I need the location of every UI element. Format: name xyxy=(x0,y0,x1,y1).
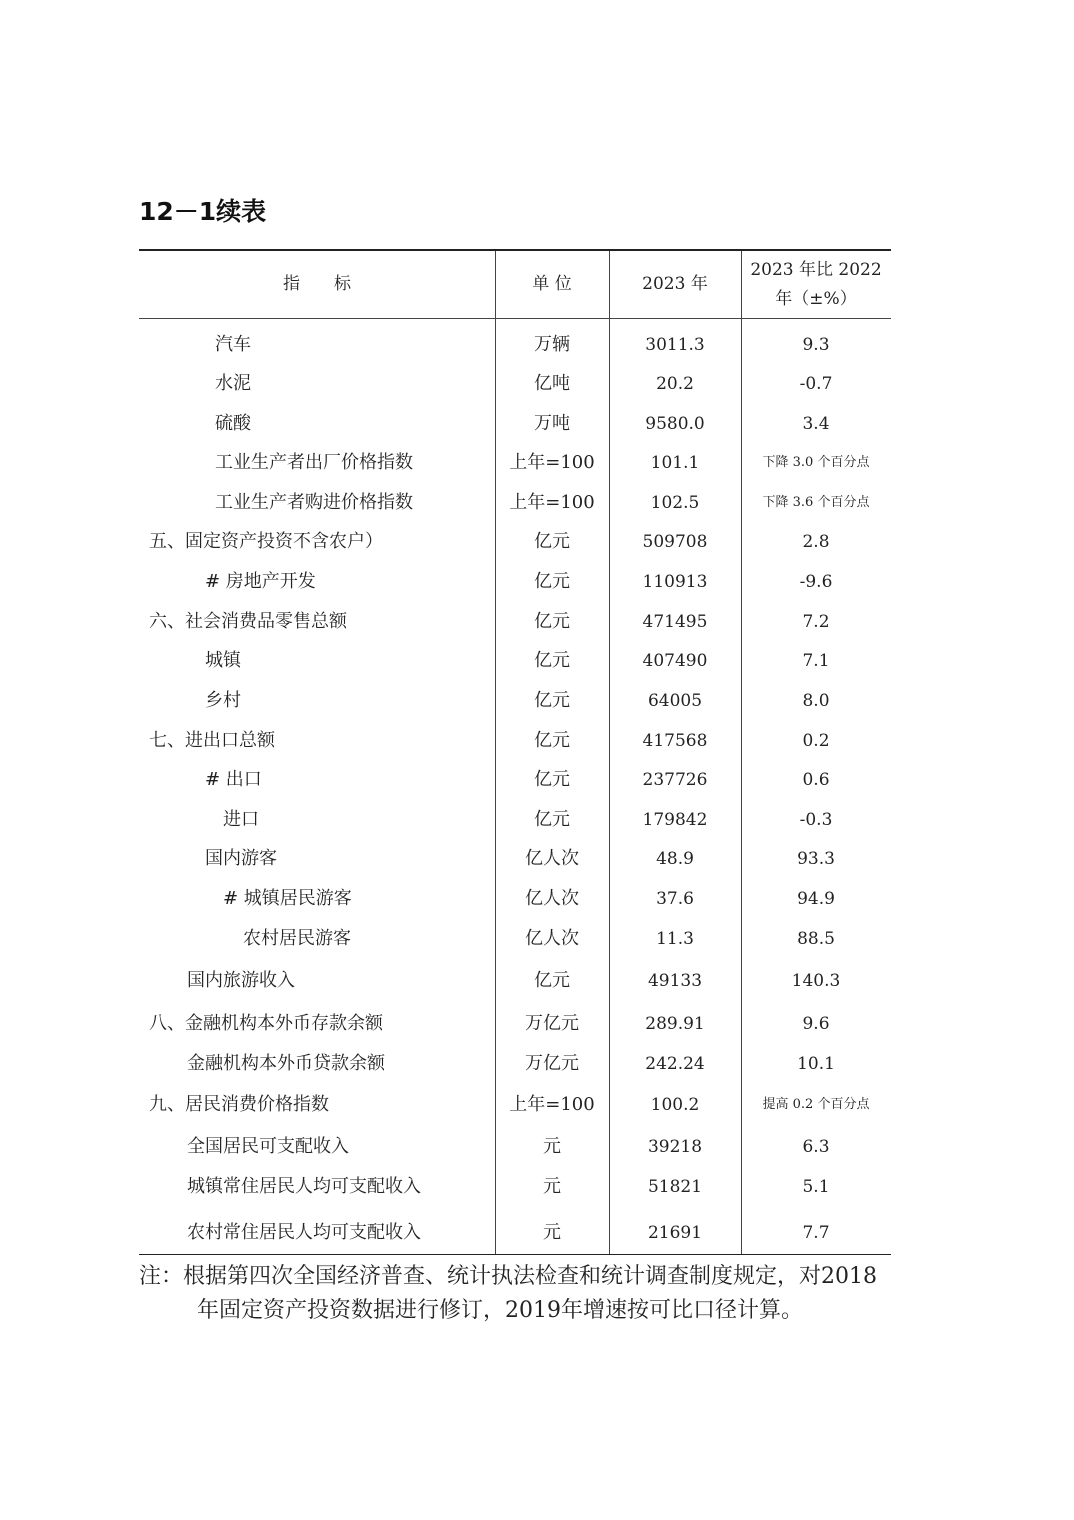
row-change: 提高 0.2 个百分点 xyxy=(762,1097,870,1112)
table-row xyxy=(139,564,891,600)
row-change: 7.1 xyxy=(802,651,830,671)
table-row xyxy=(139,881,891,917)
row-value-2023: 37.6 xyxy=(656,889,694,909)
row-indicator: 工业生产者出厂价格指数 xyxy=(215,452,413,473)
table-row xyxy=(139,1006,891,1042)
row-value-2023: 20.2 xyxy=(656,374,694,394)
row-value-2023: 179842 xyxy=(642,810,708,830)
row-value-2023: 51821 xyxy=(647,1177,703,1197)
row-value-2023: 49133 xyxy=(647,971,703,991)
table-row xyxy=(139,921,891,957)
row-value-2023: 417568 xyxy=(642,731,708,751)
row-value-2023: 407490 xyxy=(642,651,708,671)
row-change: 7.7 xyxy=(802,1223,830,1243)
footnote-line-1: 注：根据第四次全国经济普查、统计执法检查和统计调查制度规定，对2018 xyxy=(139,1264,877,1289)
row-value-2023: 102.5 xyxy=(650,493,700,513)
table-row xyxy=(139,524,891,560)
row-indicator: 硫酸 xyxy=(215,413,251,434)
row-change: -0.7 xyxy=(799,374,833,394)
row-unit: 亿人次 xyxy=(525,848,579,869)
header-change: 2023 年比 2022 年（±%） xyxy=(750,259,882,309)
table-row xyxy=(139,963,891,999)
table-row xyxy=(139,802,891,838)
row-value-2023: 289.91 xyxy=(645,1014,705,1034)
row-change: 140.3 xyxy=(791,971,841,991)
header-unit: 单 位 xyxy=(532,274,572,294)
row-change: 9.3 xyxy=(802,335,830,355)
table-row xyxy=(139,327,891,363)
row-indicator: 乡村 xyxy=(205,690,241,711)
row-change: 88.5 xyxy=(797,929,835,949)
row-unit: 万亿元 xyxy=(525,1013,579,1034)
header-divider xyxy=(139,318,891,319)
footnote-line-2: 年固定资产投资数据进行修订，2019年增速按可比口径计算。 xyxy=(197,1298,803,1323)
row-value-2023: 509708 xyxy=(642,532,708,552)
row-unit: 上年=100 xyxy=(509,452,595,473)
row-value-2023: 100.2 xyxy=(650,1095,700,1115)
table-row xyxy=(139,643,891,679)
row-unit: 上年=100 xyxy=(509,492,595,513)
row-change: 0.6 xyxy=(802,770,830,790)
row-change: -0.3 xyxy=(799,810,833,830)
row-unit: 亿元 xyxy=(534,690,570,711)
row-unit: 亿元 xyxy=(534,650,570,671)
row-change: 94.9 xyxy=(797,889,835,909)
row-change: -9.6 xyxy=(799,572,833,592)
table-row xyxy=(139,366,891,402)
table-row xyxy=(139,1046,891,1082)
row-value-2023: 3011.3 xyxy=(645,335,705,355)
row-indicator: 全国居民可支配收入 xyxy=(187,1136,349,1157)
table-row xyxy=(139,841,891,877)
row-indicator: 进口 xyxy=(223,809,259,830)
row-unit: 万亿元 xyxy=(525,1053,579,1074)
row-indicator: 农村常住居民人均可支配收入 xyxy=(187,1222,421,1243)
footnote xyxy=(139,1260,959,1328)
row-indicator: # 房地产开发 xyxy=(205,571,316,592)
row-indicator: # 出口 xyxy=(205,769,262,790)
table-row xyxy=(139,406,891,442)
row-value-2023: 39218 xyxy=(647,1137,703,1157)
row-unit: 亿元 xyxy=(534,970,570,991)
row-change: 0.2 xyxy=(802,731,830,751)
table-row xyxy=(139,445,891,481)
row-unit: 亿元 xyxy=(534,531,570,552)
row-value-2023: 9580.0 xyxy=(645,414,705,434)
row-change: 3.4 xyxy=(802,414,830,434)
row-indicator: 水泥 xyxy=(215,373,251,394)
row-change: 2.8 xyxy=(802,532,830,552)
row-change: 下降 3.0 个百分点 xyxy=(762,455,870,470)
row-value-2023: 21691 xyxy=(647,1223,703,1243)
table-row xyxy=(139,1169,891,1205)
row-change: 8.0 xyxy=(802,691,830,711)
row-unit: 元 xyxy=(543,1222,561,1243)
header-indicator: 指 标 xyxy=(283,274,351,294)
row-unit: 亿人次 xyxy=(525,928,579,949)
row-indicator: 七、进出口总额 xyxy=(149,730,275,751)
table-row xyxy=(139,683,891,719)
row-change: 6.3 xyxy=(802,1137,830,1157)
table-row xyxy=(139,604,891,640)
row-unit: 亿元 xyxy=(534,809,570,830)
row-change: 下降 3.6 个百分点 xyxy=(762,495,870,510)
row-indicator: 农村居民游客 xyxy=(243,928,351,949)
row-indicator: 九、居民消费价格指数 xyxy=(149,1094,329,1115)
row-indicator: 国内游客 xyxy=(205,848,277,869)
row-value-2023: 110913 xyxy=(642,572,708,592)
row-value-2023: 48.9 xyxy=(656,849,694,869)
row-indicator: 汽车 xyxy=(215,334,251,355)
row-unit: 亿元 xyxy=(534,769,570,790)
statistics-table xyxy=(139,249,891,1255)
table-row xyxy=(139,1129,891,1165)
row-change: 7.2 xyxy=(802,612,830,632)
row-indicator: 五、固定资产投资不含农户） xyxy=(149,531,383,552)
table-row xyxy=(139,485,891,521)
row-indicator: # 城镇居民游客 xyxy=(223,888,352,909)
row-unit: 元 xyxy=(543,1136,561,1157)
table-title: 12－1续表 xyxy=(139,197,267,226)
row-unit: 亿人次 xyxy=(525,888,579,909)
table-row xyxy=(139,762,891,798)
table-row xyxy=(139,1215,891,1251)
row-indicator: 国内旅游收入 xyxy=(187,970,295,991)
table-row xyxy=(139,723,891,759)
row-indicator: 八、金融机构本外币存款余额 xyxy=(149,1013,383,1034)
row-change: 9.6 xyxy=(802,1014,830,1034)
row-unit: 万辆 xyxy=(534,334,570,355)
row-unit: 亿吨 xyxy=(534,373,570,394)
row-value-2023: 237726 xyxy=(642,770,708,790)
row-change: 5.1 xyxy=(802,1177,830,1197)
row-indicator: 城镇 xyxy=(205,650,241,671)
row-unit: 万吨 xyxy=(534,413,570,434)
row-change: 93.3 xyxy=(797,849,835,869)
row-value-2023: 11.3 xyxy=(656,929,694,949)
row-value-2023: 101.1 xyxy=(650,453,700,473)
row-unit: 亿元 xyxy=(534,571,570,592)
row-unit: 亿元 xyxy=(534,730,570,751)
row-indicator: 六、社会消费品零售总额 xyxy=(149,611,347,632)
row-change: 10.1 xyxy=(797,1054,835,1074)
row-indicator: 城镇常住居民人均可支配收入 xyxy=(187,1176,421,1197)
row-unit: 上年=100 xyxy=(509,1094,595,1115)
row-unit: 元 xyxy=(543,1176,561,1197)
row-value-2023: 242.24 xyxy=(645,1054,705,1074)
table-row xyxy=(139,1087,891,1123)
row-value-2023: 471495 xyxy=(642,612,708,632)
row-unit: 亿元 xyxy=(534,611,570,632)
header-year: 2023 年 xyxy=(642,274,708,294)
row-indicator: 金融机构本外币贷款余额 xyxy=(187,1053,385,1074)
row-value-2023: 64005 xyxy=(647,691,703,711)
row-indicator: 工业生产者购进价格指数 xyxy=(215,492,413,513)
